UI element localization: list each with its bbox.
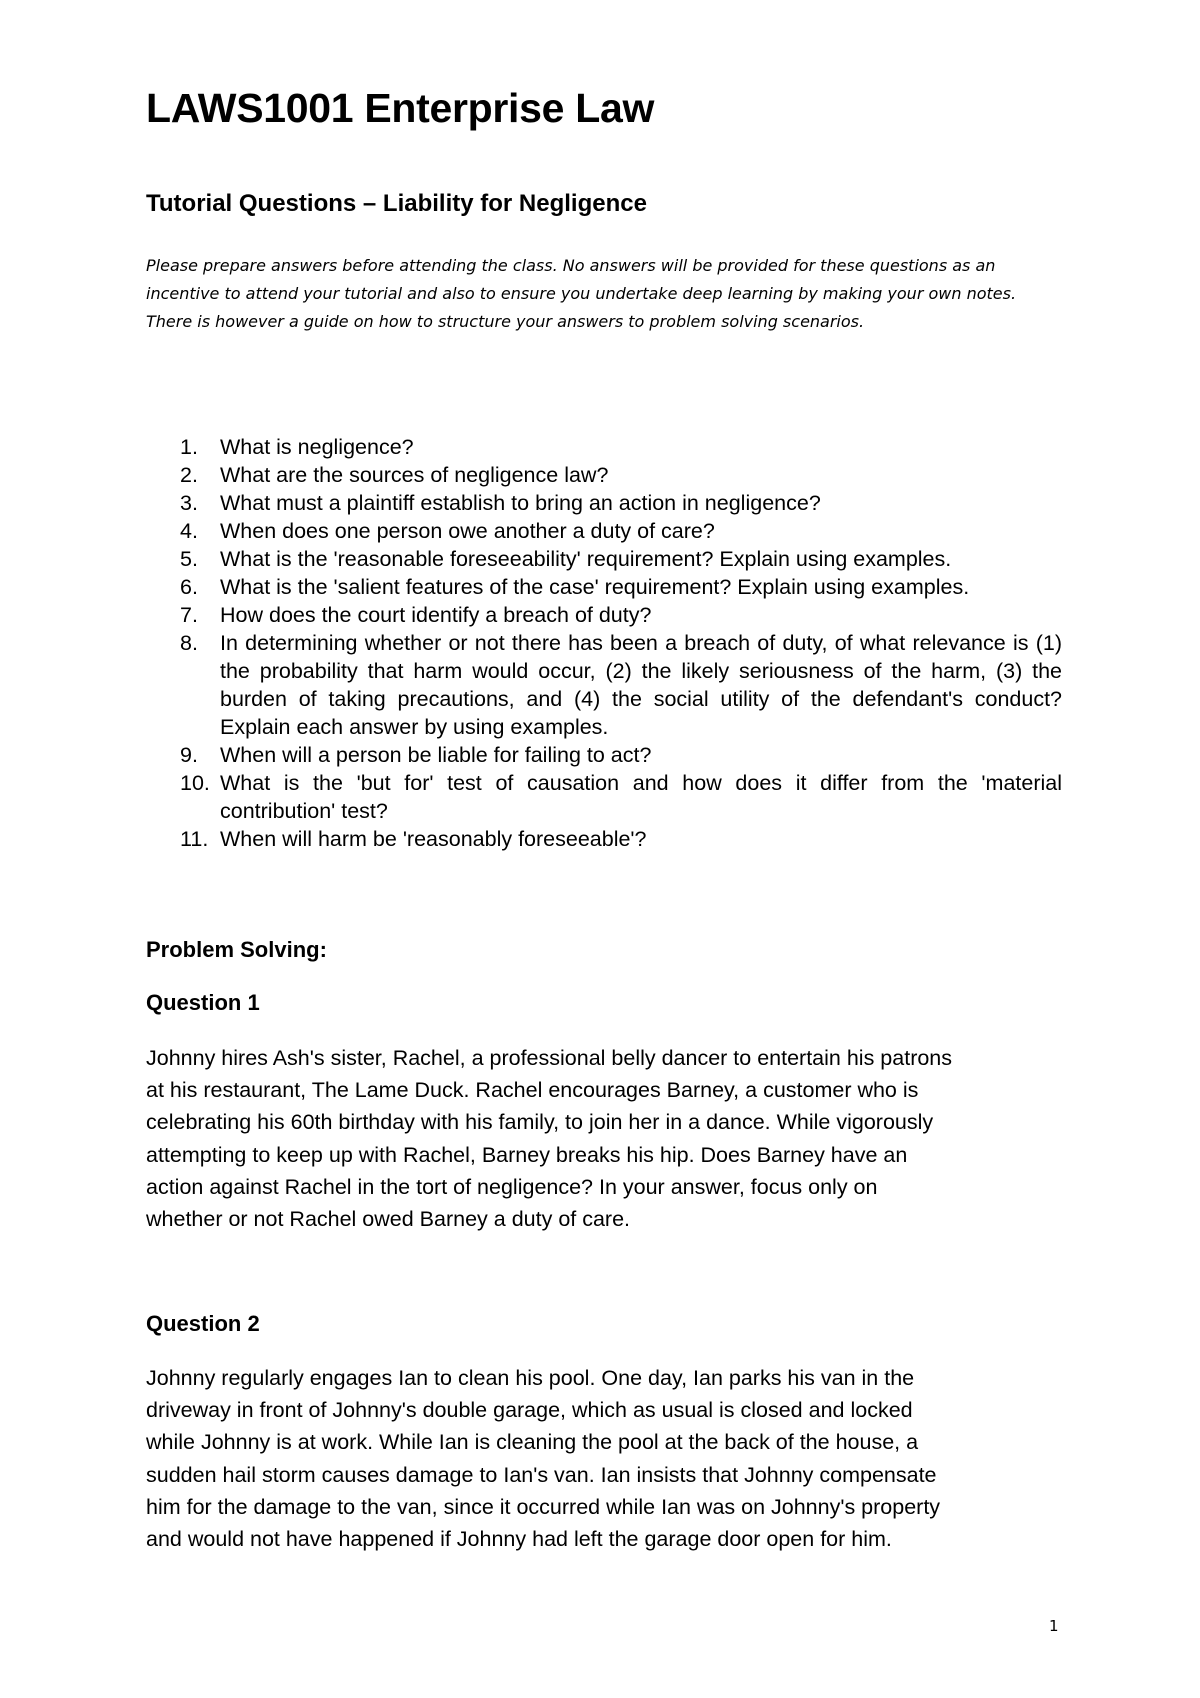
question-2-line: him for the damage to the van, since it occurred while Ian was on Johnny's property [146,1494,941,1519]
question-number: 7. [180,603,198,627]
question-1-line: Johnny hires Ash's sister, Rachel, a professional belly dancer to entertain his patrons [146,1046,953,1070]
list-item [180,601,1062,629]
question-2-line: sudden hail storm causes damage to Ian's van. Ian insists that Johnny compensate [146,1462,937,1487]
question-number: 10. [180,771,210,795]
question-number: 11. [180,827,209,851]
list-item [180,825,1062,853]
question-text: When will harm be 'reasonably foreseeable'? [220,827,647,851]
question-1-heading: Question 1 [146,990,260,1015]
question-1-line: action against Rachel in the tort of negligence? In your answer, focus only on [146,1174,878,1199]
question-text: What is the 'reasonable foreseeability' requirement? Explain using examples. [220,547,952,571]
question-1-line: at his restaurant, The Lame Duck. Rachel encourages Barney, a customer who is [146,1078,919,1103]
list-item [180,433,1062,461]
question-1-line: whether or not Rachel owed Barney a duty of care. [146,1207,631,1232]
question-number: 8. [180,631,198,655]
question-number: 6. [180,575,198,599]
question-2-line: while Johnny is at work. While Ian is cleaning the pool at the back of the house, a [146,1430,919,1455]
list-item [180,629,1062,741]
question-text: What is the 'but for' test of causation and how does it differ from the 'material contribution' test? [220,771,1062,823]
question-2-line: driveway in front of Johnny's double garage, which as usual is closed and locked [146,1398,913,1423]
question-number: 5. [180,547,198,571]
document-title: LAWS1001 Enterprise Law [146,85,655,131]
question-text: What must a plaintiff establish to bring an action in negligence? [220,491,821,515]
question-number: 9. [180,743,198,767]
list-item [180,573,1062,601]
question-1-line: attempting to keep up with Rachel, Barney breaks his hip. Does Barney have an [146,1142,908,1167]
list-item [180,461,1062,489]
question-2-text [146,1362,1066,1555]
question-number: 2. [180,463,198,487]
question-text: What are the sources of negligence law? [220,463,609,487]
question-number: 4. [180,519,198,543]
list-item [180,517,1062,545]
tutorial-questions-list [180,433,1062,853]
question-number: 1. [180,435,198,459]
question-text: What is the 'salient features of the case' requirement? Explain using examples. [220,575,970,599]
list-item [180,545,1062,573]
question-2-heading: Question 2 [146,1311,260,1336]
question-2-line: Johnny regularly engages Ian to clean his pool. One day, Ian parks his van in the [146,1366,915,1390]
question-text: When does one person owe another a duty of care? [220,519,715,543]
list-item [180,769,1062,825]
instructions-text: Please prepare answers before attending the class. No answers will be provided for these questions as an incentive to attend your tutorial and also to ensure you undertake deep learning by making your own notes. There is however a guide on how to structure your answers to problem solving scenarios. [146,256,1017,331]
question-text: When will a person be liable for failing to act? [220,743,652,767]
question-text: What is negligence? [220,435,414,459]
document-subtitle: Tutorial Questions – Liability for Negligence [146,190,647,217]
question-text: In determining whether or not there has been a breach of duty, of what relevance is (1) the probability that harm would occur, (2) the likely seriousness of the harm, (3) the burden of taking precautions, and (4) the social utility of the defendant's conduct? Explain each answer by using examples. [220,631,1062,739]
page-number: 1 [1049,1617,1059,1635]
question-text: How does the court identify a breach of duty? [220,603,652,627]
question-1-line: celebrating his 60th birthday with his family, to join her in a dance. While vigorously [146,1110,934,1135]
question-1-text [146,1042,1066,1235]
question-2-line: and would not have happened if Johnny had left the garage door open for him. [146,1527,892,1552]
list-item [180,489,1062,517]
problem-solving-heading: Problem Solving: [146,937,327,962]
question-number: 3. [180,491,198,515]
list-item [180,741,1062,769]
